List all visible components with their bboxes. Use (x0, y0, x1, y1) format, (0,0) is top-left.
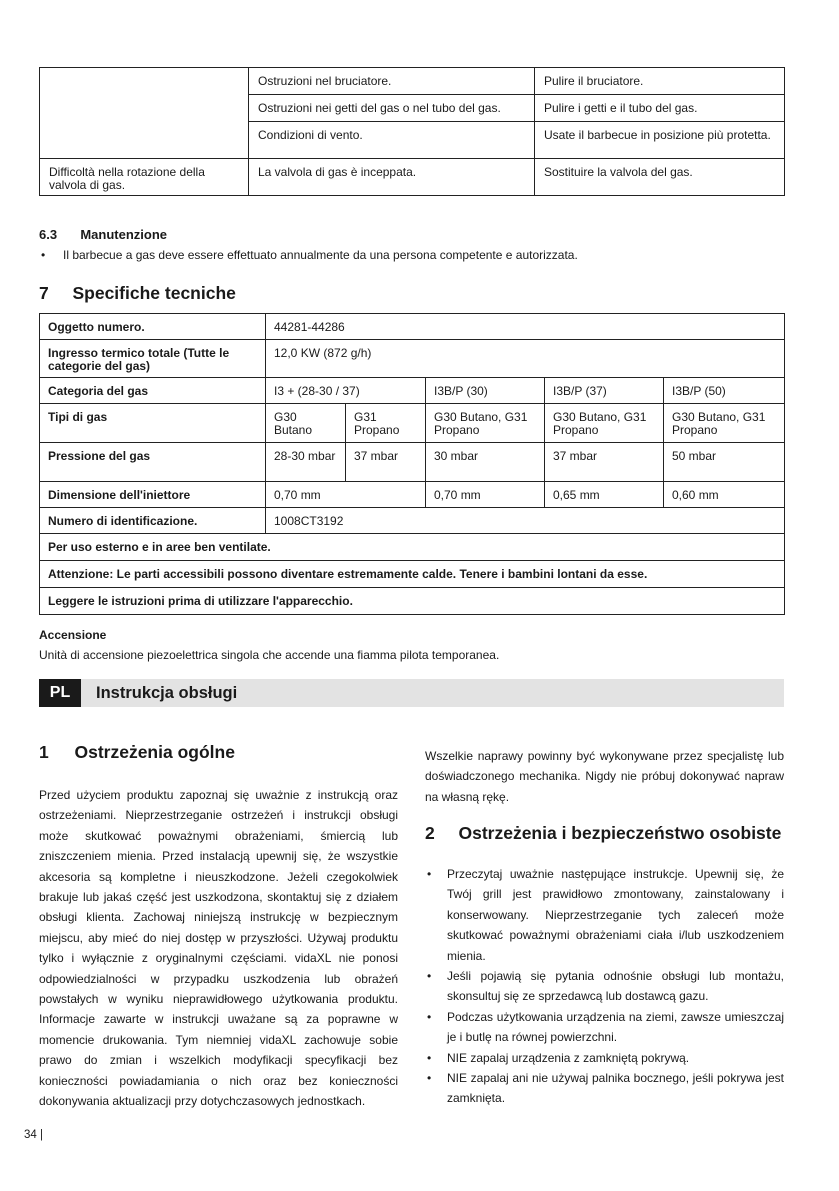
maintenance-heading (39, 227, 167, 242)
spec-label: Tipi di gas (40, 404, 266, 443)
spec-value: I3B/P (50) (664, 378, 785, 404)
spec-note: Per uso esterno e in aree ben ventilate. (40, 534, 785, 561)
cause-cell: La valvola di gas è inceppata. (249, 159, 535, 196)
specs-title: Specifiche tecniche (72, 283, 236, 303)
table-row (40, 314, 785, 340)
spec-value: I3B/P (30) (426, 378, 545, 404)
maintenance-number: 6.3 (39, 227, 58, 242)
maintenance-bullet: • Il barbecue a gas deve essere effettuato annualmente da una persona competente e autorizzata. (41, 248, 578, 262)
solution-cell: Pulire il bruciatore. (535, 68, 785, 95)
ignition-title: Accensione (39, 628, 107, 642)
table-row (40, 588, 785, 615)
spec-value: 0,70 mm (266, 482, 426, 508)
list-item: • Przeczytaj uważnie następujące instrukcje. Upewnij się, że Twój grill jest prawidłowo zmontowany, zainstalowany i konserwowany. Nieprzestrzeganie tych zaleceń może skutkować poważnymi obrażeniami ciała i/lub uszkodzeniem mienia. (425, 864, 784, 966)
language-banner (39, 679, 784, 707)
table-row (40, 68, 785, 95)
table-row (40, 340, 785, 378)
table-row (40, 443, 785, 482)
spec-value: G30 Butano, G31 Propano (664, 404, 785, 443)
specs-heading (39, 283, 236, 304)
list-item: • Jeśli pojawią się pytania odnośnie obsługi lub montażu, skonsultuj się ze sprzedawcą lub dostawcą gazu. (425, 966, 784, 1007)
table-row (40, 534, 785, 561)
problem-cell: Difficoltà nella rotazione della valvola di gas. (40, 159, 249, 196)
spec-value: I3B/P (37) (545, 378, 664, 404)
spec-label: Oggetto numero. (40, 314, 266, 340)
spec-value: 50 mbar (664, 443, 785, 482)
specs-number: 7 (39, 283, 49, 303)
cause-cell: Condizioni di vento. (249, 122, 535, 159)
spec-label: Pressione del gas (40, 443, 266, 482)
section1-number: 1 (39, 742, 49, 762)
troubleshooting-table (39, 67, 785, 196)
spec-value: 30 mbar (426, 443, 545, 482)
table-row (40, 378, 785, 404)
solution-cell: Pulire i getti e il tubo del gas. (535, 95, 785, 122)
maintenance-text: Il barbecue a gas deve essere effettuato annualmente da una persona competente e autorizzata. (63, 248, 578, 262)
ignition-text: Unità di accensione piezoelettrica singola che accende una fiamma pilota temporanea. (39, 648, 500, 662)
spec-label: Ingresso termico totale (Tutte le categorie del gas) (40, 340, 266, 378)
section1-title: Ostrzeżenia ogólne (74, 742, 235, 762)
section2-number: 2 (425, 823, 435, 843)
spec-value: I3 + (28-30 / 37) (266, 378, 426, 404)
spec-value: 12,0 KW (872 g/h) (266, 340, 785, 378)
list-item: • NIE zapalaj urządzenia z zamkniętą pokrywą. (425, 1048, 784, 1068)
spec-value: 0,60 mm (664, 482, 785, 508)
spec-value: G31 Propano (346, 404, 426, 443)
language-code-badge: PL (39, 679, 81, 707)
problem-cell (40, 68, 249, 159)
cause-cell: Ostruzioni nei getti del gas o nel tubo del gas. (249, 95, 535, 122)
table-row (40, 561, 785, 588)
section1-text: Przed użyciem produktu zapoznaj się uważnie z instrukcją oraz ostrzeżeniami. Nieprzestrzeganie ostrzeżeń i instrukcji obsługi może skutkować poważnymi obrażeniami, śmiercią lub zniszczeniem mienia. Przed instalacją upewnij się, że wszystkie akcesoria są kompletne i nieuszkodzone. Jeżeli czegokolwiek brakuje lub jakaś część jest uszkodzona, skontaktuj się z działem obsługi klienta. Zachowaj niniejszą instrukcję w bezpiecznym miejscu, aby mieć do niej dostęp w przyszłości. Używaj produktu tylko i wyłącznie z oryginalnymi częściami. vidaXL nie ponosi odpowiedzialności w przypadku uszkodzenia lub obrażeń powstałych w wyniku nieprawidłowego użytkowania produktu. Informacje zawarte w instrukcji uważane są za poprawne w momencie drukowania. Tym niemniej vidaXL zachowuje sobie prawo do zmian i wszelkich modyfikacji specyfikacji bez konieczności powiadamiania o nich oraz bez konieczności dokonywania aktualizacji przy dotychczasowych jednostkach. (39, 788, 398, 1109)
section2-title: Ostrzeżenia i bezpieczeństwo osobiste (458, 823, 782, 843)
manual-title: Instrukcja obsługi (96, 684, 238, 702)
maintenance-title: Manutenzione (80, 227, 167, 242)
list-item: • Podczas użytkowania urządzenia na ziemi, zawsze umieszczaj je i butlę na równej powierzchni. (425, 1007, 784, 1048)
spec-note: Attenzione: Le parti accessibili possono diventare estremamente calde. Tenere i bambini lontani da esse. (40, 561, 785, 588)
list-item: • NIE zapalaj ani nie używaj palnika bocznego, jeśli pokrywa jest zamknięta. (425, 1068, 784, 1109)
table-row (40, 159, 785, 196)
spec-value: 28-30 mbar (266, 443, 346, 482)
section2-bullet-list (425, 864, 784, 1109)
repair-note: Wszelkie naprawy powinny być wykonywane przez specjalistę lub doświadczonego mechanika. Nigdy nie próbuj dokonywać napraw na własną rękę. (425, 749, 784, 804)
solution-cell: Sostituire la valvola del gas. (535, 159, 785, 196)
cause-cell: Ostruzioni nel bruciatore. (249, 68, 535, 95)
specs-table (39, 313, 785, 615)
section1-heading (39, 742, 235, 763)
spec-note: Leggere le istruzioni prima di utilizzare l'apparecchio. (40, 588, 785, 615)
spec-value: G30 Butano, G31 Propano (426, 404, 545, 443)
spec-label: Numero di identificazione. (40, 508, 266, 534)
spec-value: G30 Butano, G31 Propano (545, 404, 664, 443)
section2-heading (425, 823, 781, 844)
spec-value: 44281-44286 (266, 314, 785, 340)
spec-label: Dimensione dell'iniettore (40, 482, 266, 508)
spec-value: 37 mbar (545, 443, 664, 482)
spec-value: 0,70 mm (426, 482, 545, 508)
spec-label: Categoria del gas (40, 378, 266, 404)
page-number: 34 | (24, 1129, 43, 1141)
solution-cell: Usate il barbecue in posizione più protetta. (535, 122, 785, 159)
table-row (40, 404, 785, 443)
spec-value: G30 Butano (266, 404, 346, 443)
table-row (40, 482, 785, 508)
spec-value: 1008CT3192 (266, 508, 785, 534)
spec-value: 0,65 mm (545, 482, 664, 508)
spec-value: 37 mbar (346, 443, 426, 482)
table-row (40, 508, 785, 534)
